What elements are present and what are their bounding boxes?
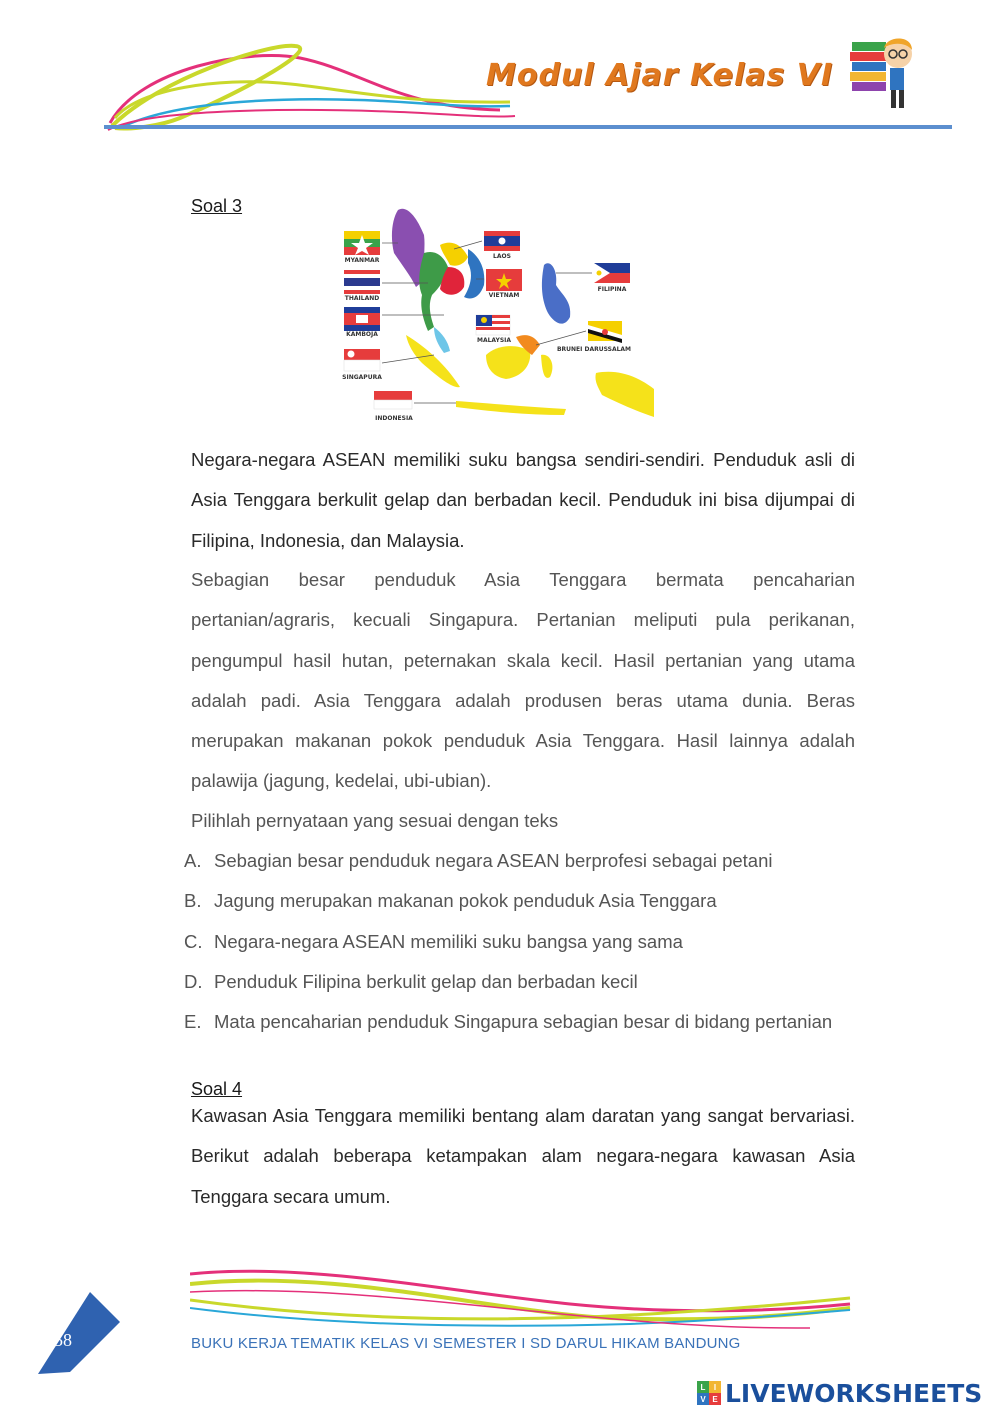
map-label-kamboja: KAMBOJA <box>346 331 378 338</box>
flag-filipina-icon <box>594 263 630 283</box>
flag-malaysia-icon <box>476 315 510 335</box>
map-label-malaysia: MALAYSIA <box>476 337 512 344</box>
map-label-myanmar: MYANMAR <box>344 257 380 264</box>
module-title: Modul Ajar Kelas VI <box>486 58 834 93</box>
header-divider-line <box>104 125 952 129</box>
flag-vietnam-icon <box>486 269 522 291</box>
option-d[interactable]: D. Penduduk Filipina berkulit gelap dan berbadan kecil <box>184 970 638 992</box>
page-number-badge <box>36 1290 122 1376</box>
option-a[interactable]: A. Sebagian besar penduduk negara ASEAN berprofesi sebagai petani <box>184 850 773 871</box>
liveworksheets-wordmark: LIVEWORKSHEETS <box>725 1378 983 1408</box>
flag-indonesia-icon <box>374 391 412 409</box>
map-label-vietnam: VIETNAM <box>488 292 520 299</box>
option-e[interactable]: E. Mata pencaharian penduduk Singapura sebagian besar di bidang pertanian <box>184 1011 833 1033</box>
asean-map-illustration <box>336 205 658 433</box>
header-swoosh-decoration <box>100 38 520 138</box>
map-label-indonesia: INDONESIA <box>375 415 413 422</box>
flag-brunei-icon <box>588 321 622 343</box>
flag-laos-icon <box>484 231 520 251</box>
soal-4-heading: Soal 4 <box>191 1079 243 1099</box>
footer-book-title: BUKU KERJA TEMATIK KELAS VI SEMESTER I SD DARUL HIKAM BANDUNG <box>191 1335 741 1352</box>
flag-thailand-icon <box>344 270 380 294</box>
flag-singapura-icon <box>344 349 380 371</box>
page-number: 58 <box>54 1330 72 1350</box>
soal-3-options <box>184 841 864 1042</box>
liveworksheets-logo-icon: L I V E <box>697 1381 721 1405</box>
soal-3-paragraph-1: Negara-negara ASEAN memiliki suku bangsa sendiri-sendiri. Penduduk asli di Asia Tenggara berkulit gelap dan berbadan kecil. Penduduk ini bisa dijumpai di Filipina, Indonesia, dan Malaysia. <box>191 449 855 551</box>
map-label-brunei: BRUNEI DARUSSALAM <box>556 346 632 353</box>
liveworksheets-logo <box>697 1378 997 1408</box>
soal-3-instruction: Pilihlah pernyataan yang sesuai dengan teks <box>191 810 559 831</box>
student-books-mascot-icon <box>846 34 924 114</box>
soal-4-paragraph: Kawasan Asia Tenggara memiliki bentang alam daratan yang sangat bervariasi. Berikut adalah beberapa ketampakan alam negara-negara kawasan Asia Tenggara secara umum. <box>191 1105 855 1207</box>
map-label-singapura: SINGAPURA <box>342 374 382 381</box>
map-label-thailand: THAILAND <box>344 295 380 302</box>
flag-myanmar-icon <box>344 231 380 255</box>
flag-kamboja-icon <box>344 307 380 331</box>
footer-swoosh-decoration <box>190 1262 852 1342</box>
soal-3-paragraph-2: Sebagian besar penduduk Asia Tenggara bermata pencaharian pertanian/agraris, kecuali Singapura. Pertanian meliputi pula perikanan, pengumpul hasil hutan, peternakan skala kecil. Hasil pertanian yang utama adalah padi. Asia Tenggara adalah produsen beras utama dunia. Beras merupakan makanan pokok penduduk Asia Tenggara. Hasil lainnya adalah palawija (jagung, kedelai, ubi-ubian). <box>191 569 855 792</box>
option-c[interactable]: C. Negara-negara ASEAN memiliki suku bangsa yang sama <box>184 930 683 952</box>
soal-3-heading: Soal 3 <box>191 196 243 216</box>
map-label-filipina: FILIPINA <box>597 286 627 293</box>
option-b[interactable]: B. Jagung merupakan makanan pokok penduduk Asia Tenggara <box>184 890 717 912</box>
map-label-laos: LAOS <box>493 253 511 260</box>
